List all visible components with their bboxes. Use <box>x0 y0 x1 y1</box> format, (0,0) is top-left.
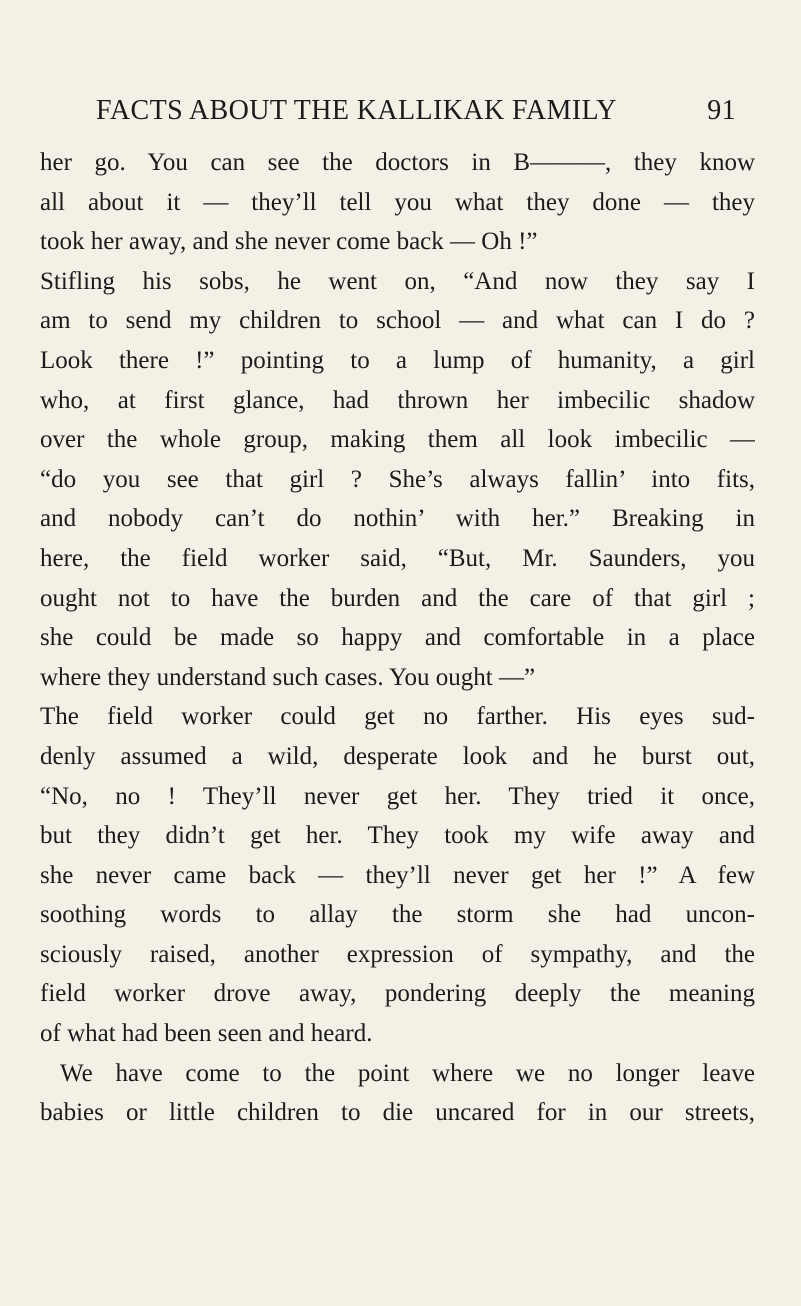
text-line: Stifling his sobs, he went on, “And now they say I <box>40 267 755 295</box>
text-line: took her away, and she never come back — Oh !” <box>40 228 538 256</box>
text-line: ought not to have the burden and the care of that girl ; <box>40 584 755 612</box>
running-title: FACTS ABOUT THE KALLIKAK FAMILY <box>96 95 617 126</box>
text-line: and nobody can’t do nothin’ with her.” Breaking in <box>40 505 755 533</box>
text-line: Look there !” pointing to a lump of humanity, a girl <box>40 346 755 374</box>
text-line: sciously raised, another expression of sympathy, and the <box>40 940 755 968</box>
text-line: am to send my children to school — and what can I do ? <box>40 307 755 335</box>
page-number: 91 <box>707 95 736 126</box>
text-line: The field worker could get no farther. His eyes sud- <box>40 703 755 731</box>
running-header <box>96 86 736 136</box>
text-line: of what had been seen and heard. <box>40 1020 373 1048</box>
text-line: “No, no ! They’ll never get her. They tried it once, <box>40 782 755 810</box>
text-line: she never came back — they’ll never get her !” A few <box>40 861 755 889</box>
text-line: where they understand such cases. You ought —” <box>40 663 536 691</box>
text-line: denly assumed a wild, desperate look and he burst out, <box>40 742 755 770</box>
text-line: her go. You can see the doctors in B———, they know <box>40 149 755 176</box>
text-line: We have come to the point where we no longer leave <box>60 1059 755 1087</box>
text-line: “do you see that girl ? She’s always fallin’ into fits, <box>40 465 755 493</box>
text-line: she could be made so happy and comfortable in a place <box>40 624 755 652</box>
text-line: soothing words to allay the storm she had uncon- <box>40 901 755 929</box>
text-line: but they didn’t get her. They took my wife away and <box>40 822 755 850</box>
text-line: who, at first glance, had thrown her imbecilic shadow <box>40 386 755 414</box>
text-line: field worker drove away, pondering deeply the meaning <box>40 980 755 1008</box>
text-line: here, the field worker said, “But, Mr. Saunders, you <box>40 544 755 572</box>
text-line: all about it — they’ll tell you what they done — they <box>40 188 755 216</box>
text-line: over the whole group, making them all look imbecilic — <box>40 426 755 454</box>
body-text <box>40 143 755 1133</box>
text-line: babies or little children to die uncared for in our streets, <box>40 1099 755 1127</box>
